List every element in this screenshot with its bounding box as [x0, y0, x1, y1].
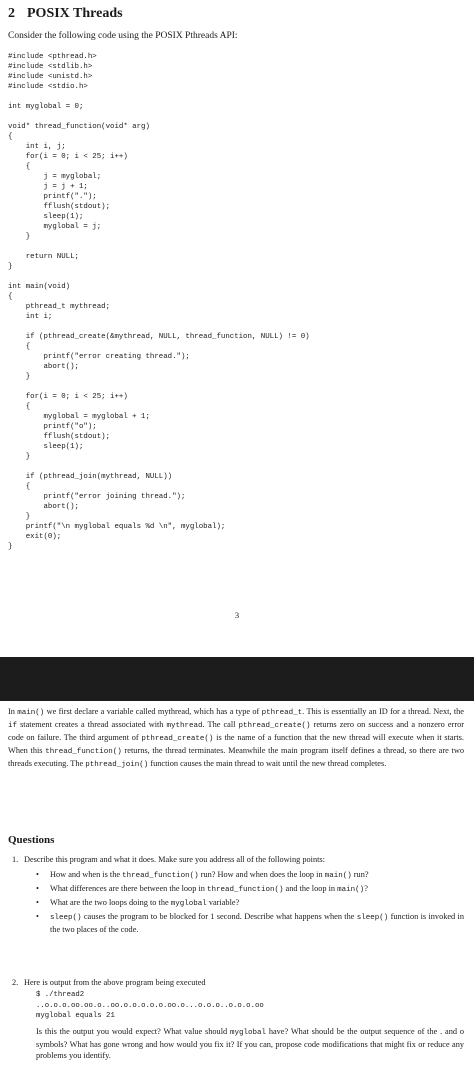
document-page-4: [0, 701, 474, 1074]
point-3-text-3: function is invoked in the two places of the code.: [50, 912, 464, 934]
explanation-text-14: returns, the thread terminates. Meanwhile the main program itself defines a thread, so there are two threads executing. The: [8, 746, 464, 768]
explanation-code-7: mythread: [166, 722, 203, 730]
code-line: return NULL;: [25, 253, 79, 261]
point-1-text-4: ?: [364, 884, 368, 893]
code-line: {: [25, 403, 31, 411]
code-line: int main(void): [8, 283, 71, 291]
point-1-text-2: and the loop in: [283, 884, 338, 893]
bullet-icon: •: [36, 898, 39, 907]
question-2-text: Here is output from the above program being executed: [24, 978, 206, 987]
point-0-code-1: thread_function(): [122, 872, 199, 880]
question-1-number: 1.: [12, 855, 19, 864]
code-line: abort();: [43, 363, 79, 371]
code-line: void* thread_function(void* arg): [8, 123, 150, 131]
code-line: abort();: [43, 503, 79, 511]
section-heading: [8, 6, 123, 22]
code-line: printf("o");: [43, 423, 97, 431]
code-line: #include <unistd.h>: [8, 73, 93, 81]
code-line: exit(0);: [25, 533, 62, 541]
code-line: for(i = 0; i < 25; i++): [25, 153, 128, 161]
question-1-point: [24, 911, 464, 935]
code-line: printf("error creating thread.");: [43, 353, 190, 361]
code-line: printf(".");: [43, 193, 97, 201]
point-3-text-1: causes the program to be blocked for 1 second. Describe what happens when the: [81, 912, 357, 921]
code-line: j = myglobal;: [43, 173, 102, 181]
code-line: {: [25, 163, 31, 171]
code-line: sleep(1);: [43, 213, 84, 221]
closing-text-0: Is this the output you would expect? What value should: [36, 1026, 230, 1036]
question-1-point: [24, 869, 464, 882]
code-line: #include <pthread.h>: [8, 53, 97, 61]
explanation-text-6: statement creates a thread associated with: [17, 720, 167, 729]
explanation-text-12: is the name of a function that the new thread will execute when it starts. When this: [8, 733, 464, 755]
explanation-code-13: thread_function(): [45, 748, 122, 756]
code-line: int i, j;: [25, 143, 66, 151]
explanation-text-2: we first declare a variable called mythread, which has a type of: [44, 707, 262, 716]
code-line: }: [25, 373, 31, 381]
closing-text-2: have? What should be the output sequence of the . and o symbols? What has gone wrong and how would you fix it? If you can, propose code modifications that might fix or reduce any problems you identify.: [36, 1026, 464, 1060]
explanation-code-11: pthread_create(): [141, 735, 214, 743]
point-1-code-3: main(): [337, 886, 365, 894]
closing-code-1: myglobal: [229, 1028, 266, 1037]
code-line: myglobal = myglobal + 1;: [43, 413, 150, 421]
question-1-text: Describe this program and what it does. Make sure you address all of the following points:: [24, 855, 325, 864]
code-line: {: [8, 133, 13, 141]
output-line: ..o.o.o.oo.oo.o..oo.o.o.o.o.o.oo.o...o.o.o..o.o.o.oo: [36, 1001, 264, 1010]
code-line: if (pthread_create(&mythread, NULL, thread_function, NULL) != 0): [25, 333, 310, 341]
explanation-text-0: In: [8, 707, 18, 716]
code-line: int myglobal = 0;: [8, 103, 84, 111]
explanation-code-5: if: [8, 722, 18, 730]
bullet-icon: •: [36, 870, 39, 879]
section-title: POSIX Threads: [27, 6, 123, 21]
output-line: myglobal equals 21: [36, 1012, 115, 1020]
code-line: for(i = 0; i < 25; i++): [25, 393, 128, 401]
question-1: [12, 854, 464, 936]
question-2-closing: [36, 1026, 464, 1061]
code-line: {: [25, 483, 31, 491]
point-2-code-1: myglobal: [170, 900, 207, 908]
point-0-text-4: run?: [351, 870, 369, 879]
code-line: fflush(stdout);: [43, 433, 111, 441]
question-2: [12, 977, 464, 1061]
code-line: }: [8, 543, 13, 551]
code-line: if (pthread_join(mythread, NULL)): [25, 473, 173, 481]
point-1-text-0: What differences are there between the loop in: [50, 884, 207, 893]
point-0-text-2: run? How and when does the loop in: [198, 870, 325, 879]
explanation-paragraph: [8, 706, 464, 771]
code-line: {: [25, 343, 31, 351]
code-listing: [8, 52, 310, 552]
output-line: $ ./thread2: [36, 991, 85, 999]
code-line: int i;: [25, 313, 53, 321]
questions-heading: Questions: [8, 834, 55, 846]
code-line: #include <stdlib.h>: [8, 63, 93, 71]
point-3-code-2: sleep(): [356, 914, 389, 922]
code-line: printf("\n myglobal equals %d \n", myglobal);: [25, 523, 226, 531]
point-2-text-2: variable?: [206, 898, 240, 907]
point-1-code-1: thread_function(): [206, 886, 284, 894]
question-1-point: [24, 883, 464, 896]
bullet-icon: •: [36, 884, 39, 893]
code-line: pthread_t mythread;: [25, 303, 111, 311]
program-output: [36, 990, 464, 1022]
code-line: myglobal = j;: [43, 223, 102, 231]
section-number: 2: [8, 6, 15, 21]
bullet-icon: •: [36, 912, 39, 921]
code-line: {: [8, 293, 13, 301]
point-0-text-0: How and when is the: [50, 870, 123, 879]
explanation-code-1: main(): [17, 709, 45, 717]
explanation-code-15: pthread_join(): [85, 761, 149, 769]
question-1-points: [24, 869, 464, 935]
code-line: }: [25, 513, 31, 521]
explanation-text-10: returns zero on success and a nonzero error code on failure. The third argument of: [8, 720, 464, 742]
question-2-number: 2.: [12, 978, 19, 987]
point-3-code-0: sleep(): [50, 914, 82, 922]
code-line: #include <stdio.h>: [8, 83, 88, 91]
code-line: printf("error joining thread.");: [43, 493, 186, 501]
code-line: j = j + 1;: [43, 183, 88, 191]
explanation-text-4: . This is essentially an ID for a thread. Next, the: [302, 707, 464, 716]
explanation-text-8: . The call: [202, 720, 239, 729]
page-number: 3: [234, 610, 240, 620]
code-line: sleep(1);: [43, 443, 84, 451]
code-line: }: [25, 233, 31, 241]
intro-text: Consider the following code using the POSIX Pthreads API:: [8, 31, 238, 41]
code-line: }: [25, 453, 31, 461]
question-1-point: [24, 897, 464, 910]
explanation-code-9: pthread_create(): [238, 722, 311, 730]
page-divider: [0, 657, 474, 701]
explanation-code-3: pthread_t: [261, 709, 303, 717]
code-line: fflush(stdout);: [43, 203, 111, 211]
point-0-code-3: main(): [324, 872, 352, 880]
point-2-text-0: What are the two loops doing to the: [50, 898, 171, 907]
explanation-text-16: function causes the main thread to wait until the new thread completes.: [148, 759, 387, 768]
code-line: }: [8, 263, 13, 271]
